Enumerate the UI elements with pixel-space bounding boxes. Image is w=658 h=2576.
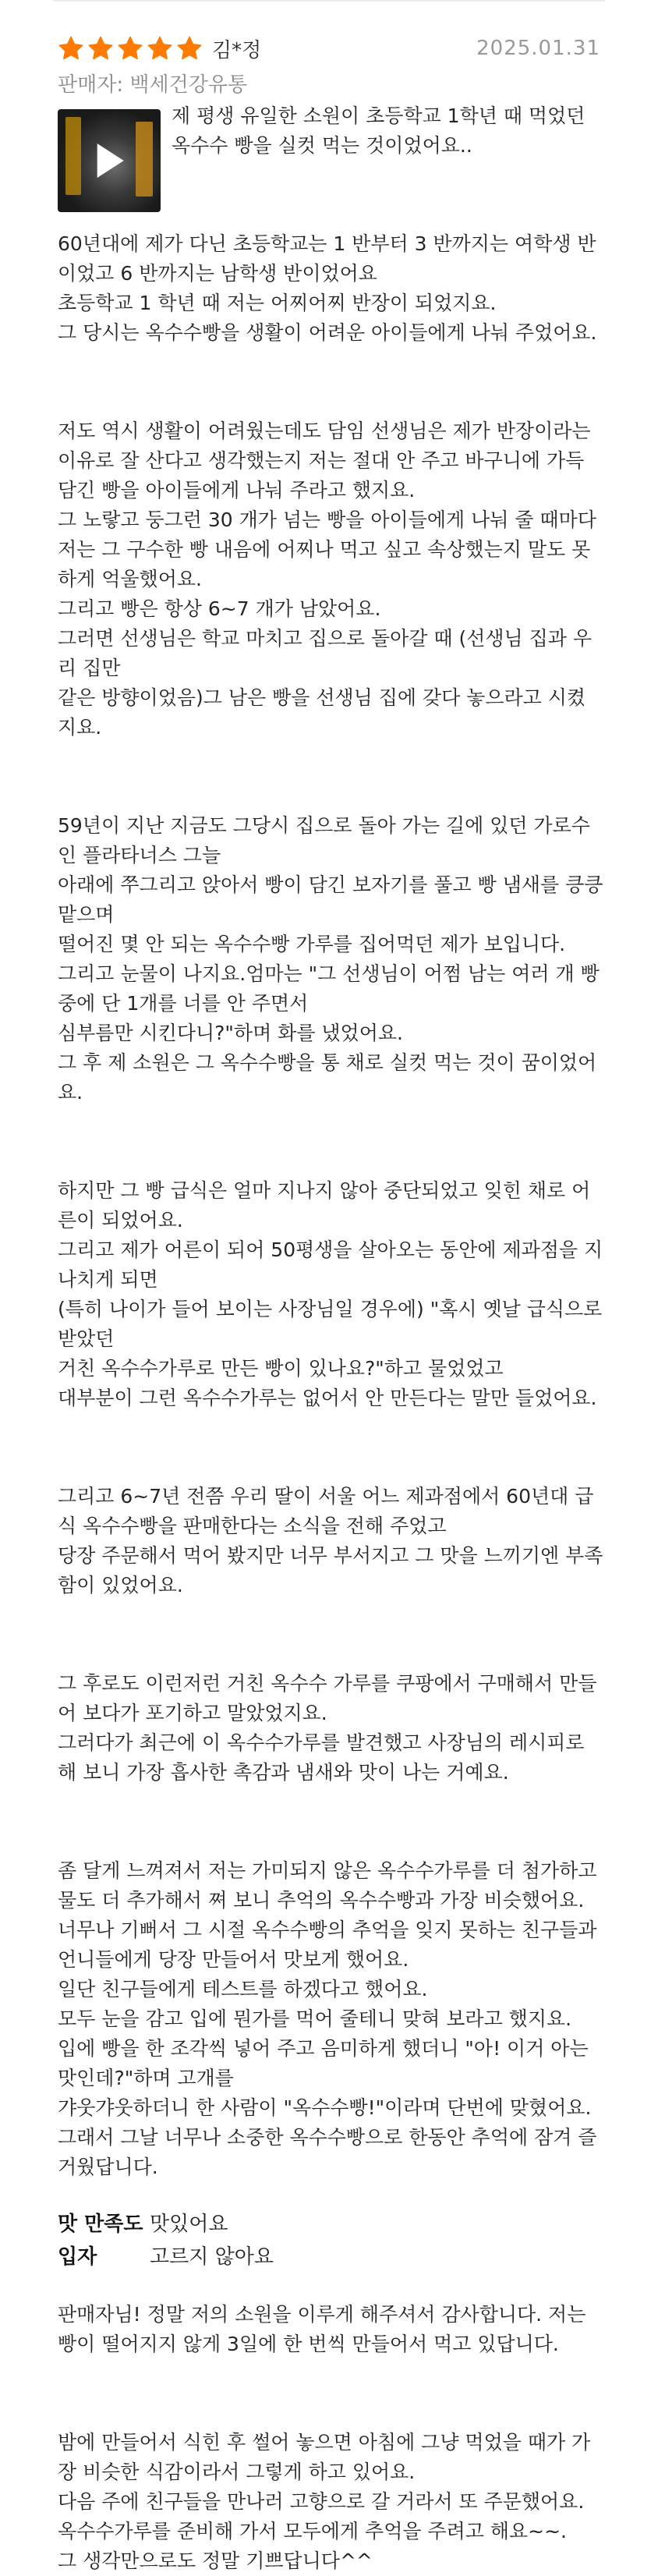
review-text-line: 심부름만 시킨다니?"하며 화를 냈었어요. [58, 1022, 403, 1044]
review-text-line: 그리고 6~7년 전쯤 우리 딸이 서울 어느 제과점에서 60년대 급식 옥수수빵을 판매한다는 소식을 전해 주었고 [58, 1485, 594, 1537]
survey-value: 고르지 않아요 [150, 2245, 274, 2269]
review-header [58, 33, 600, 64]
review-text-line: 하지만 그 빵 급식은 얼마 지나지 않아 중단되었고 잊힌 채로 어른이 되었어요. [58, 1179, 591, 1231]
star-icon [87, 35, 114, 62]
review-text-line: 다음 주에 친구들을 만나러 고향으로 갈 거라서 또 주문했어요. [58, 2490, 585, 2513]
seller-name: 판매자: 백세건강유통 [58, 73, 248, 97]
review-text-line: 그러면 선생님은 학교 마치고 집으로 돌아갈 때 (선생님 집과 우리 집만 [58, 627, 593, 679]
review-text-line: 그 후 제 소원은 그 옥수수빵을 통 채로 실컷 먹는 것이 꿈이었어요. [58, 1051, 597, 1104]
review-text-line: 제 평생 유일한 소원이 초등학교 1학년 때 먹었던 옥수수 빵을 실컷 먹는 것이었어요.. [172, 105, 585, 157]
star-icon [147, 35, 173, 62]
paragraph-gap [58, 1620, 603, 1649]
review-text-line: 떨어진 몇 안 되는 옥수수빵 가루를 집어먹던 제가 보입니다. [58, 933, 566, 955]
review-text-line: 그리고 눈물이 나지요.엄마는 "그 선생님이 어쩜 남는 여러 개 빵중에 단 1개를 너를 안 주면서 [58, 962, 600, 1015]
review-text-line: 60년대에 제가 다닌 초등학교는 1 반부터 3 반까지는 여학생 반이었고 6 반까지는 남학생 반이었어요 [58, 232, 596, 285]
review-text-line: 일단 친구들에게 테스트를 하겠다고 했어요. [58, 1978, 428, 2000]
review-text-line: 갸웃갸웃하더니 한 사람이 "옥수수빵!"이라며 단번에 맞혔어요. [58, 2096, 592, 2119]
review-text-line: 59년이 지난 지금도 그당시 집으로 돌아 가는 길에 있던 가로수인 플라타너스 그늘 [58, 814, 590, 866]
video-thumbnail[interactable] [58, 109, 161, 212]
review-text-line: 너무나 기뻐서 그 시절 옥수수빵의 추억을 잊지 못하는 친구들과 언니들에게 당장 만들어서 맛보게 했어요. [58, 1919, 597, 1971]
star-rating [58, 35, 203, 62]
play-icon[interactable] [97, 144, 124, 178]
top-divider [53, 0, 605, 2]
review-text-line: 같은 방향이었음)그 남은 빵을 선생님 집에 갖다 놓으라고 시켰지요. [58, 686, 586, 739]
survey-label: 입자 [58, 2245, 97, 2269]
review-text-line: 옥수수가루를 준비해 가서 모두에게 추억을 주려고 해요~~. [58, 2520, 567, 2542]
review-text-line: 그 생각만으로도 정말 기쁘답니다^^ [58, 2549, 373, 2572]
review-text-line: 거친 옥수수가루로 만든 빵이 있나요?"하고 물었었고 [58, 1357, 504, 1380]
star-icon [117, 35, 143, 62]
review-text-line: 입에 빵을 한 조각씩 넣어 주고 음미하게 했더니 "아! 이거 아는 맛인데?"하며 고개를 [58, 2037, 589, 2089]
review-date: 2025.01.31 [476, 37, 600, 60]
review-text-line: 그러다가 최근에 이 옥수수가루를 발견했고 사장님의 레시피로 해 보니 가장 흡사한 촉감과 냄새와 맛이 나는 거예요. [58, 1731, 585, 1784]
paragraph-gap [58, 367, 603, 397]
survey-value: 맛있어요 [150, 2212, 228, 2236]
review-text-line: 대부분이 그런 옥수수가루는 없어서 안 만든다는 말만 들었어요. [58, 1387, 597, 1409]
paragraph-gap [58, 762, 603, 792]
review-text-line: 그 후로도 이런저런 거친 옥수수 가루를 쿠팡에서 구매해서 만들어 보다가 포기하고 말았었지요. [58, 1672, 597, 1724]
reviewer-name: 김*정 [212, 38, 262, 62]
survey-label: 맛 만족도 [58, 2212, 143, 2236]
review-text-line: 밤에 만들어서 식힌 후 썰어 놓으면 아침에 그냥 먹었을 때가 가장 비슷한 식감이라서 그렇게 하고 있어요. [58, 2431, 591, 2483]
review-text-line: 아래에 쭈그리고 앉아서 빵이 담긴 보자기를 풀고 빵 냄새를 킁킁 맡으며 [58, 873, 603, 926]
star-icon [58, 35, 84, 62]
review-text-line: 그리고 빵은 항상 6~7 개가 남았어요. [58, 597, 381, 620]
review-text-line: 판매자님! 정말 저의 소원을 이루게 해주셔서 감사합니다. 저는 빵이 떨어지지 않게 3일에 한 번씩 만들어서 먹고 있답니다. [58, 2303, 586, 2355]
review-text-line: 좀 달게 느껴져서 저는 가미되지 않은 옥수수가루를 더 첨가하고 물도 더 추가해서 쪄 보니 추억의 옥수수빵과 가장 비슷했어요. [58, 1859, 597, 1912]
review-text-line: 초등학교 1 학년 때 저는 어찌어찌 반장이 되었지요. [58, 292, 497, 314]
review-text-line: (특히 나이가 들어 보이는 사장님일 경우에) "혹시 옛날 급식으로 받았던 [58, 1298, 603, 1350]
review-text-line: 모두 눈을 감고 입에 뭔가를 먹어 줄테니 맞혀 보라고 했지요. [58, 2007, 572, 2030]
review-text-line: 저도 역시 생활이 어려웠는데도 담임 선생님은 제가 반장이라는 이유로 잘 산다고 생각했는지 저는 절대 안 주고 바구니에 가득 담긴 빵을 아이들에게 나눠 주라고 했지요. [58, 420, 591, 501]
review-text-line: 그래서 그날 너무나 소중한 옥수수빵으로 한동안 추억에 잠겨 즐거웠답니다. [58, 2126, 597, 2178]
paragraph-gap [58, 1127, 603, 1157]
review-text-line: 그 노랗고 둥그런 30 개가 넘는 빵을 아이들에게 나눠 줄 때마다 저는 그 구수한 빵 내음에 어찌나 먹고 싶고 속상했는지 말도 못하게 억울했어요. [58, 508, 596, 590]
review-text-line: 당장 주문해서 먹어 봤지만 너무 부서지고 그 맛을 느끼기엔 부족함이 있었어요. [58, 1544, 603, 1596]
review-text-line: 그 당시는 옥수수빵을 생활이 어려운 아이들에게 나눠 주었어요. [58, 321, 597, 344]
survey-ratings [58, 2206, 603, 2271]
star-icon [176, 35, 203, 62]
review-text-line: 그리고 제가 어른이 되어 50평생을 살아오는 동안에 제과점을 지나치게 되면 [58, 1238, 603, 1291]
survey-row [58, 2206, 603, 2238]
survey-row [58, 2238, 603, 2271]
paragraph-gap [58, 1433, 603, 1462]
paragraph-gap [58, 1807, 603, 1837]
paragraph-gap [58, 2379, 603, 2408]
